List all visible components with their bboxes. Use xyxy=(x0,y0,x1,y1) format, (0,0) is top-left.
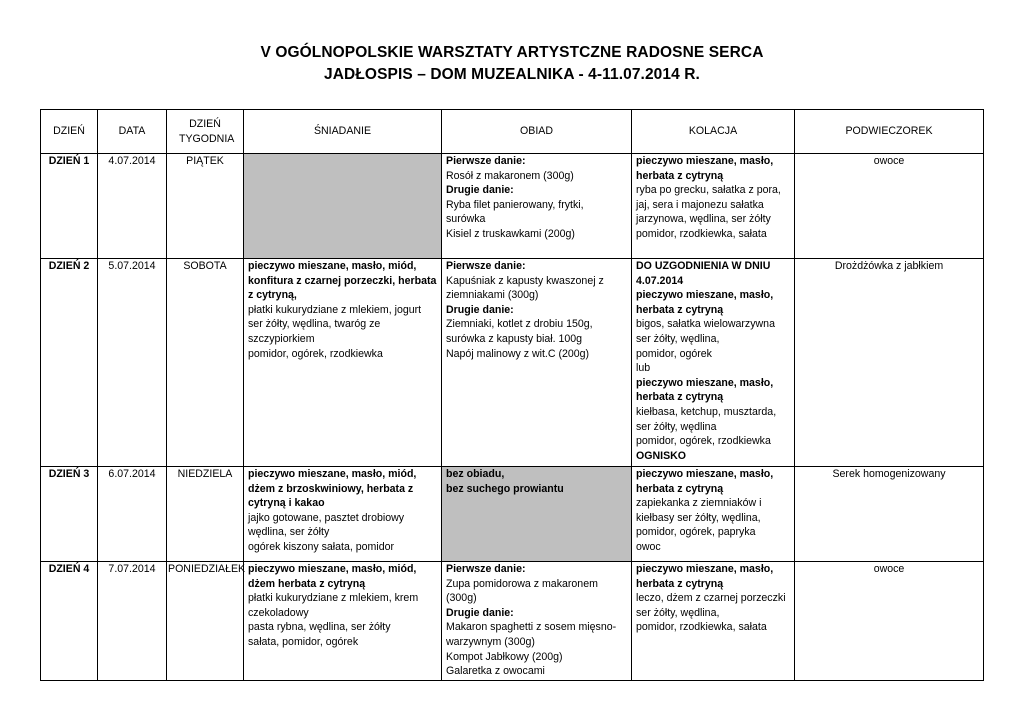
weekday-cell: PIĄTEK xyxy=(167,154,244,259)
menu-line: surówka xyxy=(446,213,486,226)
snack-cell: Drożdżówka z jabłkiem xyxy=(795,259,984,467)
document-subtitle: JADŁOSPIS – DOM MUZEALNIKA - 4-11.07.2014 R. xyxy=(324,66,700,83)
menu-line: pieczywo mieszane, masło, miód, xyxy=(248,468,417,480)
snack-cell: owoce xyxy=(795,154,984,259)
menu-line: Drugie danie: xyxy=(446,303,514,316)
document-title: V OGÓLNOPOLSKIE WARSZTATY ARTYSTCZNE RADOSNE SERCA xyxy=(260,44,764,61)
date-cell: 6.07.2014 xyxy=(98,467,167,562)
breakfast-cell xyxy=(244,562,442,681)
lunch-cell xyxy=(442,154,632,259)
menu-line: ryba po grecku, sałatka z pora, xyxy=(636,184,781,197)
day-cell: DZIEŃ 2 xyxy=(41,259,98,467)
date-cell: 4.07.2014 xyxy=(98,154,167,259)
date-cell: 7.07.2014 xyxy=(98,562,167,681)
table-row xyxy=(41,562,984,681)
menu-line: z cytryną, xyxy=(248,289,297,302)
menu-line: bez obiadu, xyxy=(446,468,505,480)
menu-line: ser żółty, wędlina, xyxy=(636,606,720,619)
weekday-cell: NIEDZIELA xyxy=(167,467,244,562)
lunch-cell xyxy=(442,467,632,562)
menu-line: surówka z kapusty biał. 100g xyxy=(446,332,583,345)
col-header-day: DZIEŃ xyxy=(41,110,98,154)
menu-line: pomidor, ogórek, rzodkiewka xyxy=(636,435,771,448)
menu-line: ser żółty, wędlina xyxy=(636,420,717,433)
snack-cell: owoce xyxy=(795,562,984,681)
menu-line: leczo, dżem z czarnej porzeczki xyxy=(636,592,786,605)
menu-line: płatki kukurydziane z mlekiem, krem xyxy=(248,592,419,605)
menu-line: Drugie danie: xyxy=(446,184,514,197)
menu-line: pieczywo mieszane, masło, miód, xyxy=(248,563,417,575)
menu-table xyxy=(40,109,984,681)
menu-line: Napój malinowy z wit.C (200g) xyxy=(446,347,590,360)
menu-line: ser żółty, wędlina, twaróg ze xyxy=(248,318,381,331)
menu-line: pomidor, rzodkiewka, sałata xyxy=(636,621,767,634)
menu-line: OGNISKO xyxy=(636,449,687,462)
table-row xyxy=(41,467,984,562)
supper-cell xyxy=(632,562,795,681)
menu-line: kiełbasa, ketchup, musztarda, xyxy=(636,405,777,418)
menu-line: DO UZGODNIENIA W DNIU xyxy=(636,260,771,272)
col-header-date: DATA xyxy=(98,110,167,154)
col-header-snack: PODWIECZOREK xyxy=(795,110,984,154)
menu-line: pieczywo mieszane, masło, xyxy=(636,563,774,575)
menu-line: lub xyxy=(636,362,651,375)
header-row xyxy=(41,110,984,154)
menu-line: ziemniakami (300g) xyxy=(446,289,539,302)
menu-line: Drugie danie: xyxy=(446,606,514,619)
menu-line: czekoladowy xyxy=(248,606,309,619)
menu-line: Makaron spaghetti z sosem mięsno- xyxy=(446,621,617,634)
lunch-cell xyxy=(442,259,632,467)
breakfast-cell xyxy=(244,259,442,467)
menu-line: bigos, sałatka wielowarzywna xyxy=(636,318,775,331)
menu-line: (300g) xyxy=(446,592,477,605)
menu-line: jajko gotowane, pasztet drobiowy xyxy=(248,511,405,524)
table-row xyxy=(41,259,984,467)
menu-line: Ziemniaki, kotlet z drobiu 150g, xyxy=(446,318,593,331)
menu-line: zapiekanka z ziemniaków i xyxy=(636,497,762,510)
day-cell: DZIEŃ 1 xyxy=(41,154,98,259)
menu-line: 4.07.2014 xyxy=(636,274,684,287)
menu-line: owoc xyxy=(636,540,661,553)
menu-line: pasta rybna, wędlina, ser żółty xyxy=(248,621,391,634)
menu-line: herbata z cytryną xyxy=(636,577,724,590)
menu-line: jaj, sera i majonezu sałatka xyxy=(636,198,764,211)
menu-line: dżem z brzoskwiniowy, herbata z xyxy=(248,482,414,495)
snack-cell: Serek homogenizowany xyxy=(795,467,984,562)
menu-line: Pierwsze danie: xyxy=(446,563,526,575)
menu-line: pieczywo mieszane, masło, miód, xyxy=(248,260,417,272)
menu-line: ogórek kiszony sałata, pomidor xyxy=(248,540,395,553)
menu-line: herbata z cytryną xyxy=(636,482,724,495)
lunch-cell xyxy=(442,562,632,681)
menu-line: Pierwsze danie: xyxy=(446,260,526,272)
menu-line: jarzynowa, wędlina, ser żółty xyxy=(636,213,771,226)
menu-line: Pierwsze danie: xyxy=(446,155,526,167)
col-header-supper: KOLACJA xyxy=(632,110,795,154)
menu-line: pieczywo mieszane, masło, xyxy=(636,376,774,389)
menu-line: pomidor, ogórek, rzodkiewka xyxy=(248,347,383,360)
menu-line: płatki kukurydziane z mlekiem, jogurt xyxy=(248,303,422,316)
supper-cell xyxy=(632,154,795,259)
menu-line: Kapuśniak z kapusty kwaszonej z xyxy=(446,274,604,287)
breakfast-cell xyxy=(244,154,442,259)
menu-line: pieczywo mieszane, masło, xyxy=(636,155,774,167)
col-header-weekday: DZIEŃ TYGODNIA xyxy=(167,110,244,154)
day-cell: DZIEŃ 3 xyxy=(41,467,98,562)
menu-line: herbata z cytryną xyxy=(636,391,724,404)
supper-cell xyxy=(632,467,795,562)
menu-line: warzywnym (300g) xyxy=(446,635,535,648)
menu-line: konfitura z czarnej porzeczki, herbata xyxy=(248,274,437,287)
menu-line: pieczywo mieszane, masło, xyxy=(636,289,774,302)
menu-line: pomidor, ogórek, papryka xyxy=(636,526,756,539)
supper-cell xyxy=(632,259,795,467)
breakfast-cell xyxy=(244,467,442,562)
menu-line: wędlina, ser żółty xyxy=(248,526,330,539)
menu-line: Galaretka z owocami xyxy=(446,665,545,678)
menu-line: bez suchego prowiantu xyxy=(446,482,564,495)
menu-line: Kompot Jabłkowy (200g) xyxy=(446,650,563,663)
col-header-lunch: OBIAD xyxy=(442,110,632,154)
menu-line: kiełbasy ser żółty, wędlina, xyxy=(636,511,761,524)
menu-line: Zupa pomidorowa z makaronem xyxy=(446,577,598,590)
menu-line: Rosół z makaronem (300g) xyxy=(446,169,574,182)
menu-line: pieczywo mieszane, masło, xyxy=(636,468,774,480)
menu-line: herbata z cytryną xyxy=(636,169,724,182)
weekday-cell: PONIEDZIAŁEK xyxy=(167,562,244,681)
menu-line: dżem herbata z cytryną xyxy=(248,577,366,590)
table-row xyxy=(41,154,984,259)
date-cell: 5.07.2014 xyxy=(98,259,167,467)
menu-line: ser żółty, wędlina, xyxy=(636,332,720,345)
menu-line: cytryną i kakao xyxy=(248,497,325,510)
col-header-breakfast: ŚNIADANIE xyxy=(244,110,442,154)
menu-line: pomidor, rzodkiewka, sałata xyxy=(636,227,767,240)
weekday-cell: SOBOTA xyxy=(167,259,244,467)
menu-line: Kisiel z truskawkami (200g) xyxy=(446,227,575,240)
day-cell: DZIEŃ 4 xyxy=(41,562,98,681)
menu-line: pomidor, ogórek xyxy=(636,347,712,360)
menu-line: Ryba filet panierowany, frytki, xyxy=(446,198,584,211)
menu-line: sałata, pomidor, ogórek xyxy=(248,635,359,648)
menu-line: herbata z cytryną xyxy=(636,303,724,316)
menu-line: szczypiorkiem xyxy=(248,332,315,345)
